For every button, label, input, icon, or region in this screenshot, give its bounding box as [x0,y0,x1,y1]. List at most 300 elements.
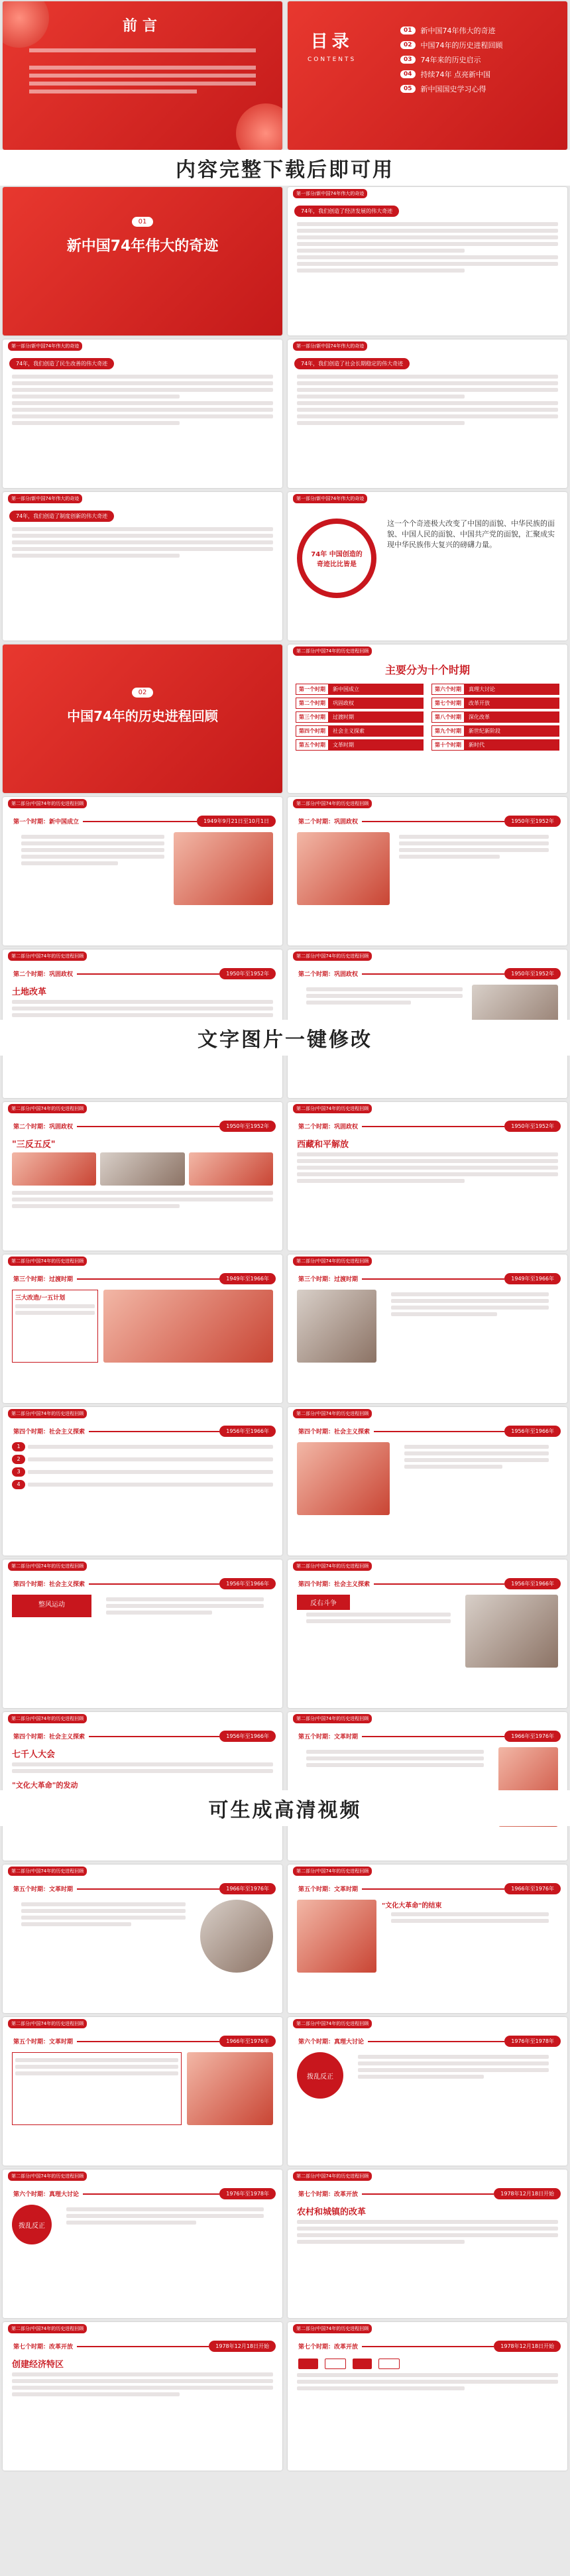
quote-slide[interactable] [288,492,567,641]
slide-header [3,950,282,963]
content-body [3,2205,282,2244]
tag [378,2359,400,2369]
slide-header [3,1865,282,1878]
slide-title [294,816,561,827]
divider [77,2346,209,2347]
period-date: 1950年至1952年 [219,968,276,979]
row-4 [3,492,567,641]
slide-header [3,1255,282,1268]
tag [325,2359,346,2369]
preface-slide[interactable] [3,1,282,150]
text-placeholder [29,90,197,93]
info-box-title: 三大改造/一五计划 [15,1295,66,1302]
period-num: 第七个时期 [431,698,465,709]
tag-grid [288,2357,567,2370]
part-badge: 第二部分/中国74年的历史进程回顾 [293,2019,372,2028]
content-slide[interactable] [288,797,567,946]
text-placeholder [12,1204,180,1208]
period-item[interactable] [431,725,559,737]
part-badge: 第二部分/中国74年的历史进程回顾 [293,1104,372,1113]
row-11 [3,1560,567,1708]
toc-label: 新中国74年伟大的奇迹 [420,27,496,35]
section-cover-slide[interactable] [3,187,282,336]
toc-item[interactable] [400,54,503,65]
content-slide[interactable] [3,1102,282,1251]
text-column [395,1442,558,1515]
period-date: 1950年至1952年 [504,968,561,979]
content-slide[interactable] [3,1712,282,1861]
slide-header [288,950,567,963]
content-slide[interactable] [288,1712,567,1861]
text-placeholder [12,375,273,379]
period-date: 1956年至1966年 [504,1578,561,1589]
text-placeholder [66,2221,196,2225]
slide-title [294,1273,561,1284]
slide-header [288,2017,567,2030]
section-title: 新中国74年伟大的奇迹 [66,238,219,255]
slide-title [294,968,561,979]
text-placeholder [21,841,164,845]
period-date: 1949年至1966年 [219,1273,276,1284]
text-column [297,1595,460,1668]
text-placeholder [358,2055,549,2059]
part-badge: 第二部分/中国74年的历史进程回顾 [293,2324,372,2333]
period-heading: 第六个时期：真理大讨论 [298,2039,365,2046]
period-label: 改革开放 [465,698,559,709]
divider [77,973,219,975]
text-placeholder [106,1597,264,1601]
slide-header [3,797,282,810]
periods-col-left [292,681,428,753]
photo [297,1290,376,1363]
period-label: 社会主义探索 [329,725,424,737]
slide-title [9,1426,276,1437]
part-badge: 第二部分/中国74年的历史进程回顾 [293,1867,372,1876]
subheading: "文化大革命"的结束 [382,1902,442,1910]
content-body [288,832,567,905]
period-date: 1950年至1952年 [504,1121,561,1132]
text-placeholder [358,2068,549,2072]
period-num: 第六个时期 [431,684,465,695]
slide-header [3,1102,282,1115]
period-date: 1978年12月18日开始 [209,2341,276,2352]
text-placeholder [12,1000,273,1004]
flower-decoration [3,1,49,48]
row-6 [3,797,567,946]
text-placeholder [306,1750,484,1754]
divider [362,1126,504,1127]
period-label: 真理大讨论 [465,684,559,695]
period-heading: 第四个时期：社会主义探索 [13,1429,86,1436]
period-date: 1949年9月21日至10月1日 [197,816,276,827]
part-badge: 第二部分/中国74年的历史进程回顾 [8,1867,87,1876]
text-placeholder [391,1919,549,1923]
content-slide[interactable] [3,1407,282,1556]
toc-item[interactable] [400,40,503,50]
period-heading: 第四个时期：社会主义探索 [13,1734,86,1741]
toc-label: 新中国国史学习心得 [420,85,486,93]
text-placeholder [306,987,463,991]
content-body [288,1900,567,1973]
section-number: 01 [132,217,154,227]
text-placeholder [12,395,180,399]
toc-num: 03 [400,56,416,64]
periods-slide[interactable] [288,644,567,793]
period-heading: 第二个时期：巩固政权 [298,971,359,978]
slide-title [294,1731,561,1742]
period-item[interactable] [296,739,424,751]
divider [77,1278,219,1280]
text-placeholder [12,2379,273,2383]
text-placeholder [12,388,273,392]
text-placeholder [21,1909,186,1913]
text-placeholder [297,421,465,425]
toc-label: 持续74年 点亮新中国 [420,70,491,79]
page-title: 前言 [122,18,162,34]
text-placeholder [28,1457,273,1461]
period-item[interactable] [431,711,559,723]
content-slide[interactable] [3,1865,282,2013]
slide-title [9,1731,276,1742]
text-placeholder [29,82,256,86]
photo [200,1900,273,1973]
text-placeholder [21,1916,186,1920]
info-box [12,2052,182,2125]
photo [187,2052,273,2125]
toc-label: 中国74年的历史进程回顾 [420,41,503,50]
text-placeholder [297,2380,558,2384]
text-placeholder [399,848,549,852]
text-placeholder [404,1458,549,1462]
photo [174,832,273,905]
text-placeholder [66,2214,264,2218]
period-date: 1978年12月18日开始 [494,2188,561,2199]
slide-title [294,1121,561,1132]
toc-heading [308,28,356,63]
content-slide[interactable] [288,1102,567,1251]
period-item[interactable] [296,725,424,737]
text-column [390,832,558,905]
text-placeholder [297,2386,465,2390]
text-placeholder [12,1191,273,1195]
content-slide[interactable] [288,2322,567,2471]
slide-header [3,2170,282,2183]
period-heading: 第五个时期：文革时期 [13,1886,74,1893]
text-placeholder [306,1619,451,1623]
text-placeholder [297,395,465,399]
period-item[interactable] [431,739,559,751]
content-slide[interactable] [288,187,567,336]
text-placeholder [358,2061,549,2065]
period-date: 1966年至1976年 [219,1883,276,1894]
text-placeholder [12,2392,180,2396]
photo [465,1595,558,1668]
text-placeholder [12,540,273,544]
text-placeholder [12,1007,273,1011]
toc-title: 目录 [310,32,353,52]
period-heading: 第二个时期：巩固政权 [298,1124,359,1131]
period-num: 第一个时期 [296,684,329,695]
content-body [288,2052,567,2099]
row-2 [3,187,567,336]
period-heading: 第七个时期：改革开放 [298,2344,359,2351]
promo-banner [0,150,570,186]
period-heading: 第七个时期：改革开放 [13,2344,74,2351]
text-placeholder [391,1292,549,1296]
content-slide[interactable] [288,2017,567,2166]
part-badge: 第二部分/中国74年的历史进程回顾 [293,799,372,808]
period-heading: 第三个时期：过渡时期 [13,1276,74,1283]
text-placeholder [21,855,164,859]
text-placeholder [297,381,558,385]
text-placeholder [297,262,558,266]
period-heading: 第五个时期：文革时期 [298,1734,359,1741]
promo-banner [0,1790,570,1826]
text-placeholder [297,2220,558,2224]
period-label: 新世纪新阶段 [465,725,559,737]
text-placeholder [15,1304,95,1308]
photo [12,1152,96,1186]
divider [362,2193,494,2195]
text-placeholder [21,848,164,852]
slide-header [3,1560,282,1573]
text-placeholder [297,408,558,412]
slide-header [3,339,282,353]
period-heading: 第三个时期：过渡时期 [298,1276,359,1283]
period-date: 1956年至1966年 [219,1731,276,1742]
slide-title [294,2188,561,2199]
part-badge: 第一部分/新中国74年伟大的奇迹 [293,494,367,503]
toc-num: 02 [400,41,416,49]
heading-pill: 74年，我们创造了经济发展的伟大奇迹 [294,206,399,217]
text-placeholder [106,1604,264,1608]
part-badge: 第二部分/中国74年的历史进程回顾 [8,1257,87,1266]
slide-header [3,2322,282,2335]
text-placeholder [399,841,549,845]
part-badge: 第二部分/中国74年的历史进程回顾 [8,799,87,808]
period-date: 1976年至1978年 [504,2036,561,2047]
divider [362,1736,504,1737]
slide-title [9,2188,276,2199]
photo-strip [3,1150,282,1188]
row-3 [3,339,567,488]
period-label: 过渡时期 [329,711,424,723]
period-item[interactable] [296,684,424,695]
text-placeholder [404,1445,549,1449]
text-placeholder [404,1451,549,1455]
text-placeholder [306,1613,451,1617]
content-slide[interactable] [3,1255,282,1403]
period-date: 1950年至1952年 [504,816,561,827]
part-badge: 第二部分/中国74年的历史进程回顾 [8,1714,87,1723]
slide-header [288,187,567,200]
periods-col-right [428,681,563,753]
toc-item[interactable] [400,84,503,94]
text-placeholder [28,1445,273,1449]
row-5 [3,644,567,793]
divider [89,1736,219,1737]
row-10 [3,1407,567,1556]
photo [297,832,390,905]
text-placeholder [297,2373,558,2377]
row-16 [3,2322,567,2471]
period-heading: 第五个时期：文革时期 [298,1886,359,1893]
text-placeholder [15,1311,95,1315]
part-badge: 第二部分/中国74年的历史进程回顾 [8,1409,87,1418]
numbered-list [3,1442,282,1489]
part-badge: 第二部分/中国74年的历史进程回顾 [8,2324,87,2333]
toc-num: 05 [400,85,416,93]
slide-title [294,2036,561,2047]
slide-header [3,492,282,505]
row-14 [3,2017,567,2166]
text-column [97,1595,273,1617]
period-num: 第十个时期 [431,739,465,751]
text-placeholder [391,1912,549,1916]
text-placeholder [297,229,558,233]
period-num: 第四个时期 [296,725,329,737]
content-slide[interactable] [3,1560,282,1708]
banner-text: 内容完整下载后即可用 [176,158,394,182]
period-date: 1978年12月18日开始 [494,2341,561,2352]
period-num: 第三个时期 [296,711,329,723]
content-slide[interactable] [288,2170,567,2318]
text-placeholder [12,408,273,412]
period-heading: 第二个时期：巩固政权 [298,819,359,826]
period-date: 1966年至1976年 [504,1883,561,1894]
slide-title [294,206,561,217]
list-marker: 3 [12,1467,25,1477]
slide-title [9,968,276,979]
period-date: 1956年至1966年 [504,1426,561,1437]
list-marker: 2 [12,1455,25,1464]
content-slide[interactable] [3,339,282,488]
section-number: 02 [132,688,154,698]
divider [374,1583,504,1585]
photo [297,1442,390,1515]
photo [103,1290,273,1363]
content-slide[interactable] [288,1865,567,2013]
slide-title [294,358,561,369]
list-marker: 4 [12,1480,25,1489]
slide-title [294,1578,561,1589]
content-body [288,1442,567,1515]
toc-slide[interactable] [288,1,567,150]
toc-item[interactable] [400,69,503,80]
slide-header [288,1865,567,1878]
divider [77,2041,219,2042]
period-heading: 第四个时期：社会主义探索 [13,1581,86,1588]
section-cover-slide[interactable] [3,644,282,793]
slide-header [288,1560,567,1573]
text-placeholder [12,2372,273,2376]
text-placeholder [21,835,164,839]
content-slide[interactable] [288,1407,567,1556]
text-column [57,2205,273,2244]
text-placeholder [28,1483,273,1487]
period-item[interactable] [296,711,424,723]
text-placeholder [297,375,558,379]
content-slide[interactable] [288,339,567,488]
part-badge: 第二部分/中国74年的历史进程回顾 [293,1562,372,1571]
slide-title [9,816,276,827]
part-badge: 第二部分/中国74年的历史进程回顾 [8,2172,87,2181]
content-slide[interactable] [288,1560,567,1708]
period-heading: 第五个时期：文革时期 [13,2039,74,2046]
part-badge: 第一部分/新中国74年伟大的奇迹 [8,494,82,503]
toc-item[interactable] [400,25,503,36]
text-placeholder [297,235,558,239]
part-badge: 第二部分/中国74年的历史进程回顾 [8,2019,87,2028]
slide-header [288,797,567,810]
section-heading [3,684,282,725]
content-body [3,1595,282,1617]
periods-title: 主要分为十个时期 [384,664,470,676]
text-placeholder [297,2227,558,2231]
list-item [12,1442,273,1451]
row-1 [3,1,567,150]
content-slide[interactable] [3,492,282,641]
text-placeholder [12,414,273,418]
period-heading: 第七个时期：改革开放 [298,2191,359,2198]
heading-pill: 74年，我们创造了社会长期稳定的伟大奇迹 [294,358,410,369]
period-num: 第五个时期 [296,739,329,751]
content-slide[interactable] [3,797,282,946]
text-placeholder [306,1756,484,1760]
content-slide[interactable] [3,2017,282,2166]
text-placeholder [12,381,273,385]
list-marker: 1 [12,1442,25,1451]
period-item[interactable] [296,698,424,709]
highlight-box: 整风运动 [12,1595,91,1617]
slide-title [294,2341,561,2352]
text-placeholder [15,2058,178,2062]
period-heading: 第六个时期：真理大讨论 [13,2191,80,2198]
slide-header [288,1102,567,1115]
section-title: 中国74年的历史进程回顾 [67,708,218,724]
tag [353,2359,372,2369]
period-num: 第八个时期 [431,711,465,723]
slide-header [288,644,567,658]
text-column [382,1290,558,1363]
text-column [382,1900,558,1973]
slide-title [9,511,276,522]
text-placeholder [358,2075,484,2079]
part-badge: 第二部分/中国74年的历史进程回顾 [8,951,87,961]
content-body [3,2052,282,2125]
period-item[interactable] [431,684,559,695]
text-placeholder [29,74,256,78]
subheading: 农村和城镇的改革 [297,2207,367,2217]
text-placeholder [399,835,549,839]
period-item[interactable] [431,698,559,709]
subheading: "三反五反" [12,1140,56,1150]
text-placeholder [106,1611,212,1615]
promo-banner [0,1020,570,1056]
text-column [349,2052,558,2099]
period-num: 第九个时期 [431,725,465,737]
text-placeholder [12,1762,273,1766]
period-date: 1956年至1966年 [219,1426,276,1437]
content-slide[interactable] [288,1255,567,1403]
period-heading: 第二个时期：巩固政权 [13,971,74,978]
photo [100,1152,184,1186]
text-placeholder [306,1763,484,1767]
text-placeholder [21,1922,131,1926]
period-date: 1949年至1966年 [504,1273,561,1284]
content-slide[interactable] [3,2170,282,2318]
content-slide[interactable] [3,2322,282,2471]
